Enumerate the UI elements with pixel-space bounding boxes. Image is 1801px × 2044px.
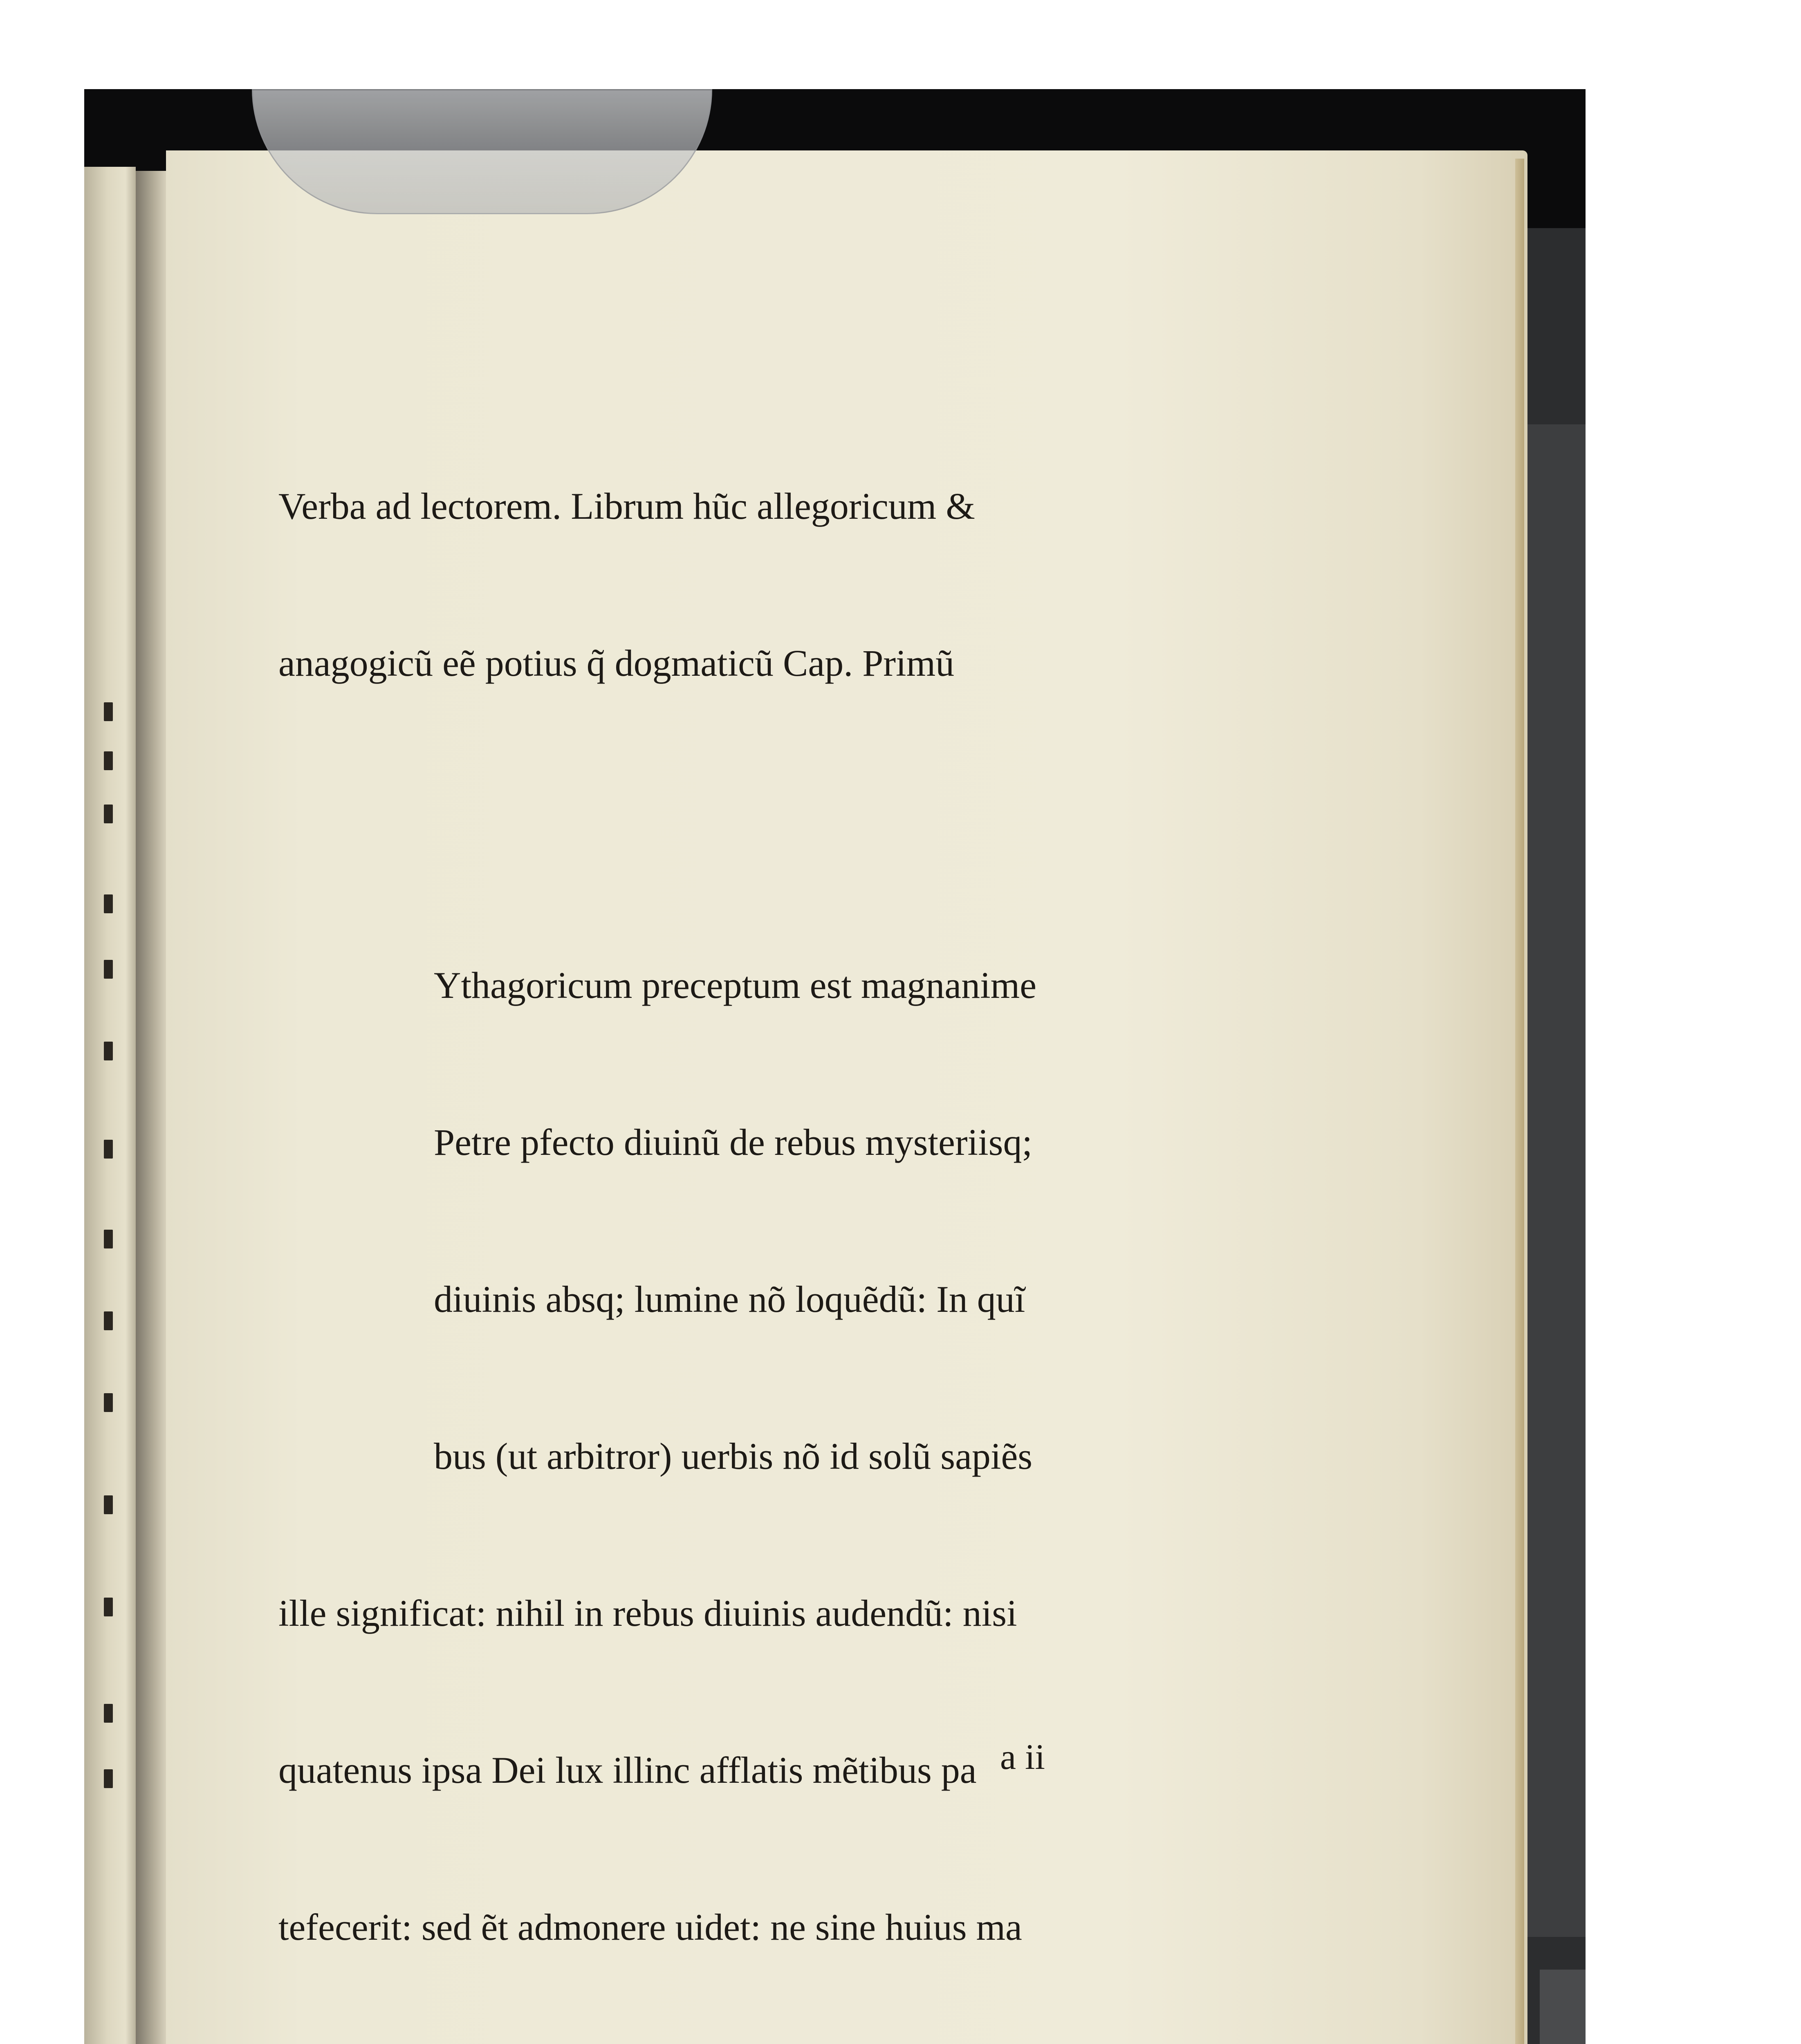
show-through-mark xyxy=(104,702,113,721)
text-line: Ythagoricum preceptum est magnanime xyxy=(434,964,1037,1006)
scanner-fixture xyxy=(1540,1970,1586,2044)
show-through-mark xyxy=(104,1704,113,1723)
text-line: diuinis absq; lumine nõ loquẽdũ: In quĩ xyxy=(434,1278,1025,1320)
scanner-fixture xyxy=(1523,424,1586,1937)
book-gutter xyxy=(136,171,168,2044)
page-fore-edge xyxy=(1515,159,1524,2044)
scan-frame xyxy=(84,89,1586,2044)
show-through-mark xyxy=(104,1495,113,1514)
show-through-mark xyxy=(104,894,113,913)
show-through-mark xyxy=(104,805,113,823)
printed-text-block xyxy=(278,375,1149,2044)
facing-page-edge xyxy=(84,167,136,2044)
show-through-mark xyxy=(104,1140,113,1159)
show-through-mark xyxy=(104,1393,113,1412)
text-line: ille significat: nihil in rebus diuinis audendũ: nisi xyxy=(278,1592,1017,1634)
page-clamp-top xyxy=(252,89,712,214)
text-line: quatenus ipsa Dei lux illinc afflatis mẽtibus pa xyxy=(278,1749,977,1791)
show-through-mark xyxy=(104,1598,113,1616)
chapter-heading-line: anagogicũ eẽ potius q̃ dogmaticũ Cap. Primũ xyxy=(278,642,955,684)
text-line: tefecerit: sed ẽt admonere uidet: ne sine huius ma xyxy=(278,1906,1022,1948)
show-through-mark xyxy=(104,1769,113,1788)
signature-mark: a ii xyxy=(1000,1737,1045,1777)
chapter-heading-line: Verba ad lectorem. Librum hũc allegoricum & xyxy=(278,485,975,527)
show-through-mark xyxy=(104,960,113,979)
show-through-mark xyxy=(104,1230,113,1248)
show-through-mark xyxy=(104,751,113,770)
show-through-mark xyxy=(104,1042,113,1060)
text-line: Petre pfecto diuinũ de rebus mysteriisq; xyxy=(434,1121,1033,1163)
text-line: bus (ut arbitror) uerbis nõ id solũ sapiẽs xyxy=(434,1435,1033,1477)
show-through-mark xyxy=(104,1311,113,1330)
